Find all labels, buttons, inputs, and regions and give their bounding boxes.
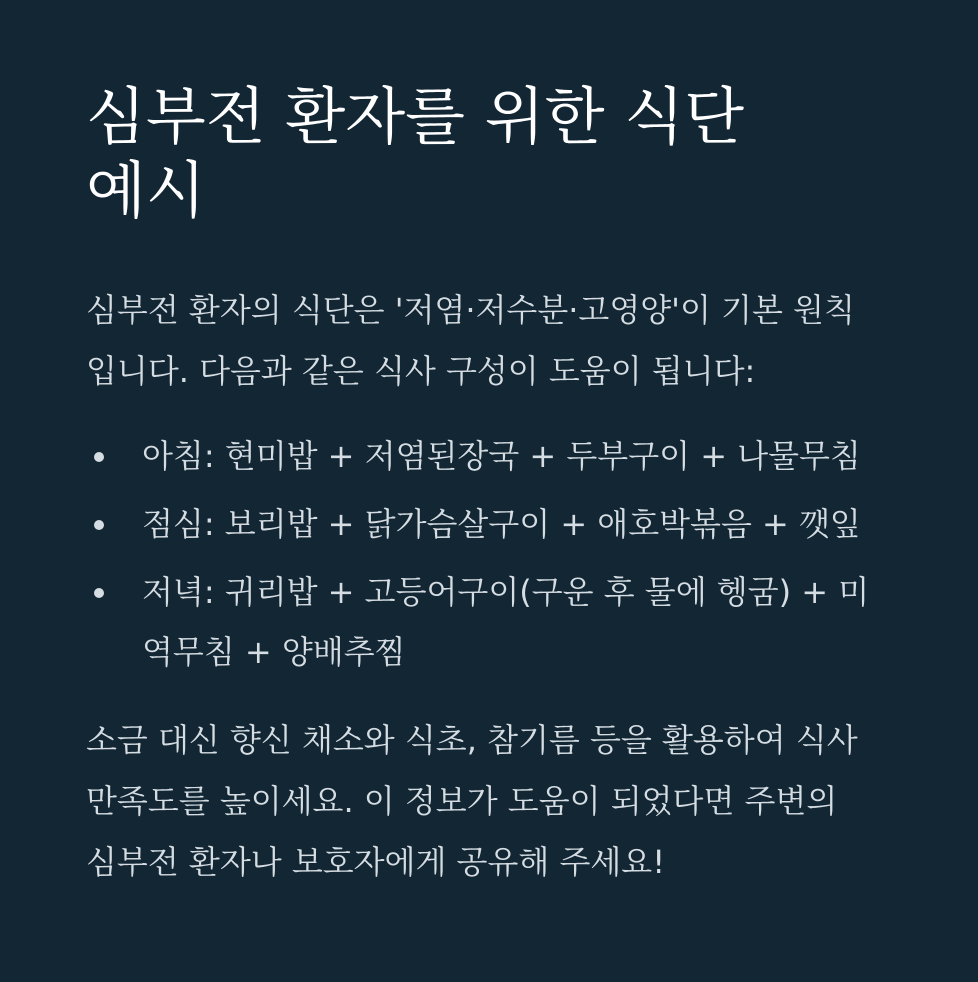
list-item-lunch xyxy=(86,494,878,554)
list-item-text: 저녁: 귀리밥 + 고등어구이(구운 후 물에 헹굼) + 미역무침 + 양배추찜 xyxy=(142,573,870,671)
bullet-icon xyxy=(94,452,104,462)
list-item-breakfast xyxy=(86,426,878,486)
closing-paragraph: 소금 대신 향신 채소와 식초, 참기름 등을 활용하여 식사 만족도를 높이세요. 이 정보가 도움이 되었다면 주변의 심부전 환자나 보호자에게 공유해 주세요! xyxy=(86,721,858,881)
intro-paragraph: 심부전 환자의 식단은 '저염·저수분·고영양'이 기본 원칙입니다. 다음과 같은 식사 구성이 도움이 됩니다: xyxy=(86,291,855,390)
page-title: 심부전 환자를 위한 식단 예시 xyxy=(86,80,745,227)
bullet-icon xyxy=(94,588,104,598)
bullet-icon xyxy=(94,520,104,530)
meal-list xyxy=(86,426,878,682)
list-item-text: 점심: 보리밥 + 닭가슴살구이 + 애호박볶음 + 깻잎 xyxy=(142,505,861,543)
list-item-text: 아침: 현미밥 + 저염된장국 + 두부구이 + 나물무침 xyxy=(142,437,861,475)
list-item-dinner xyxy=(86,562,878,682)
